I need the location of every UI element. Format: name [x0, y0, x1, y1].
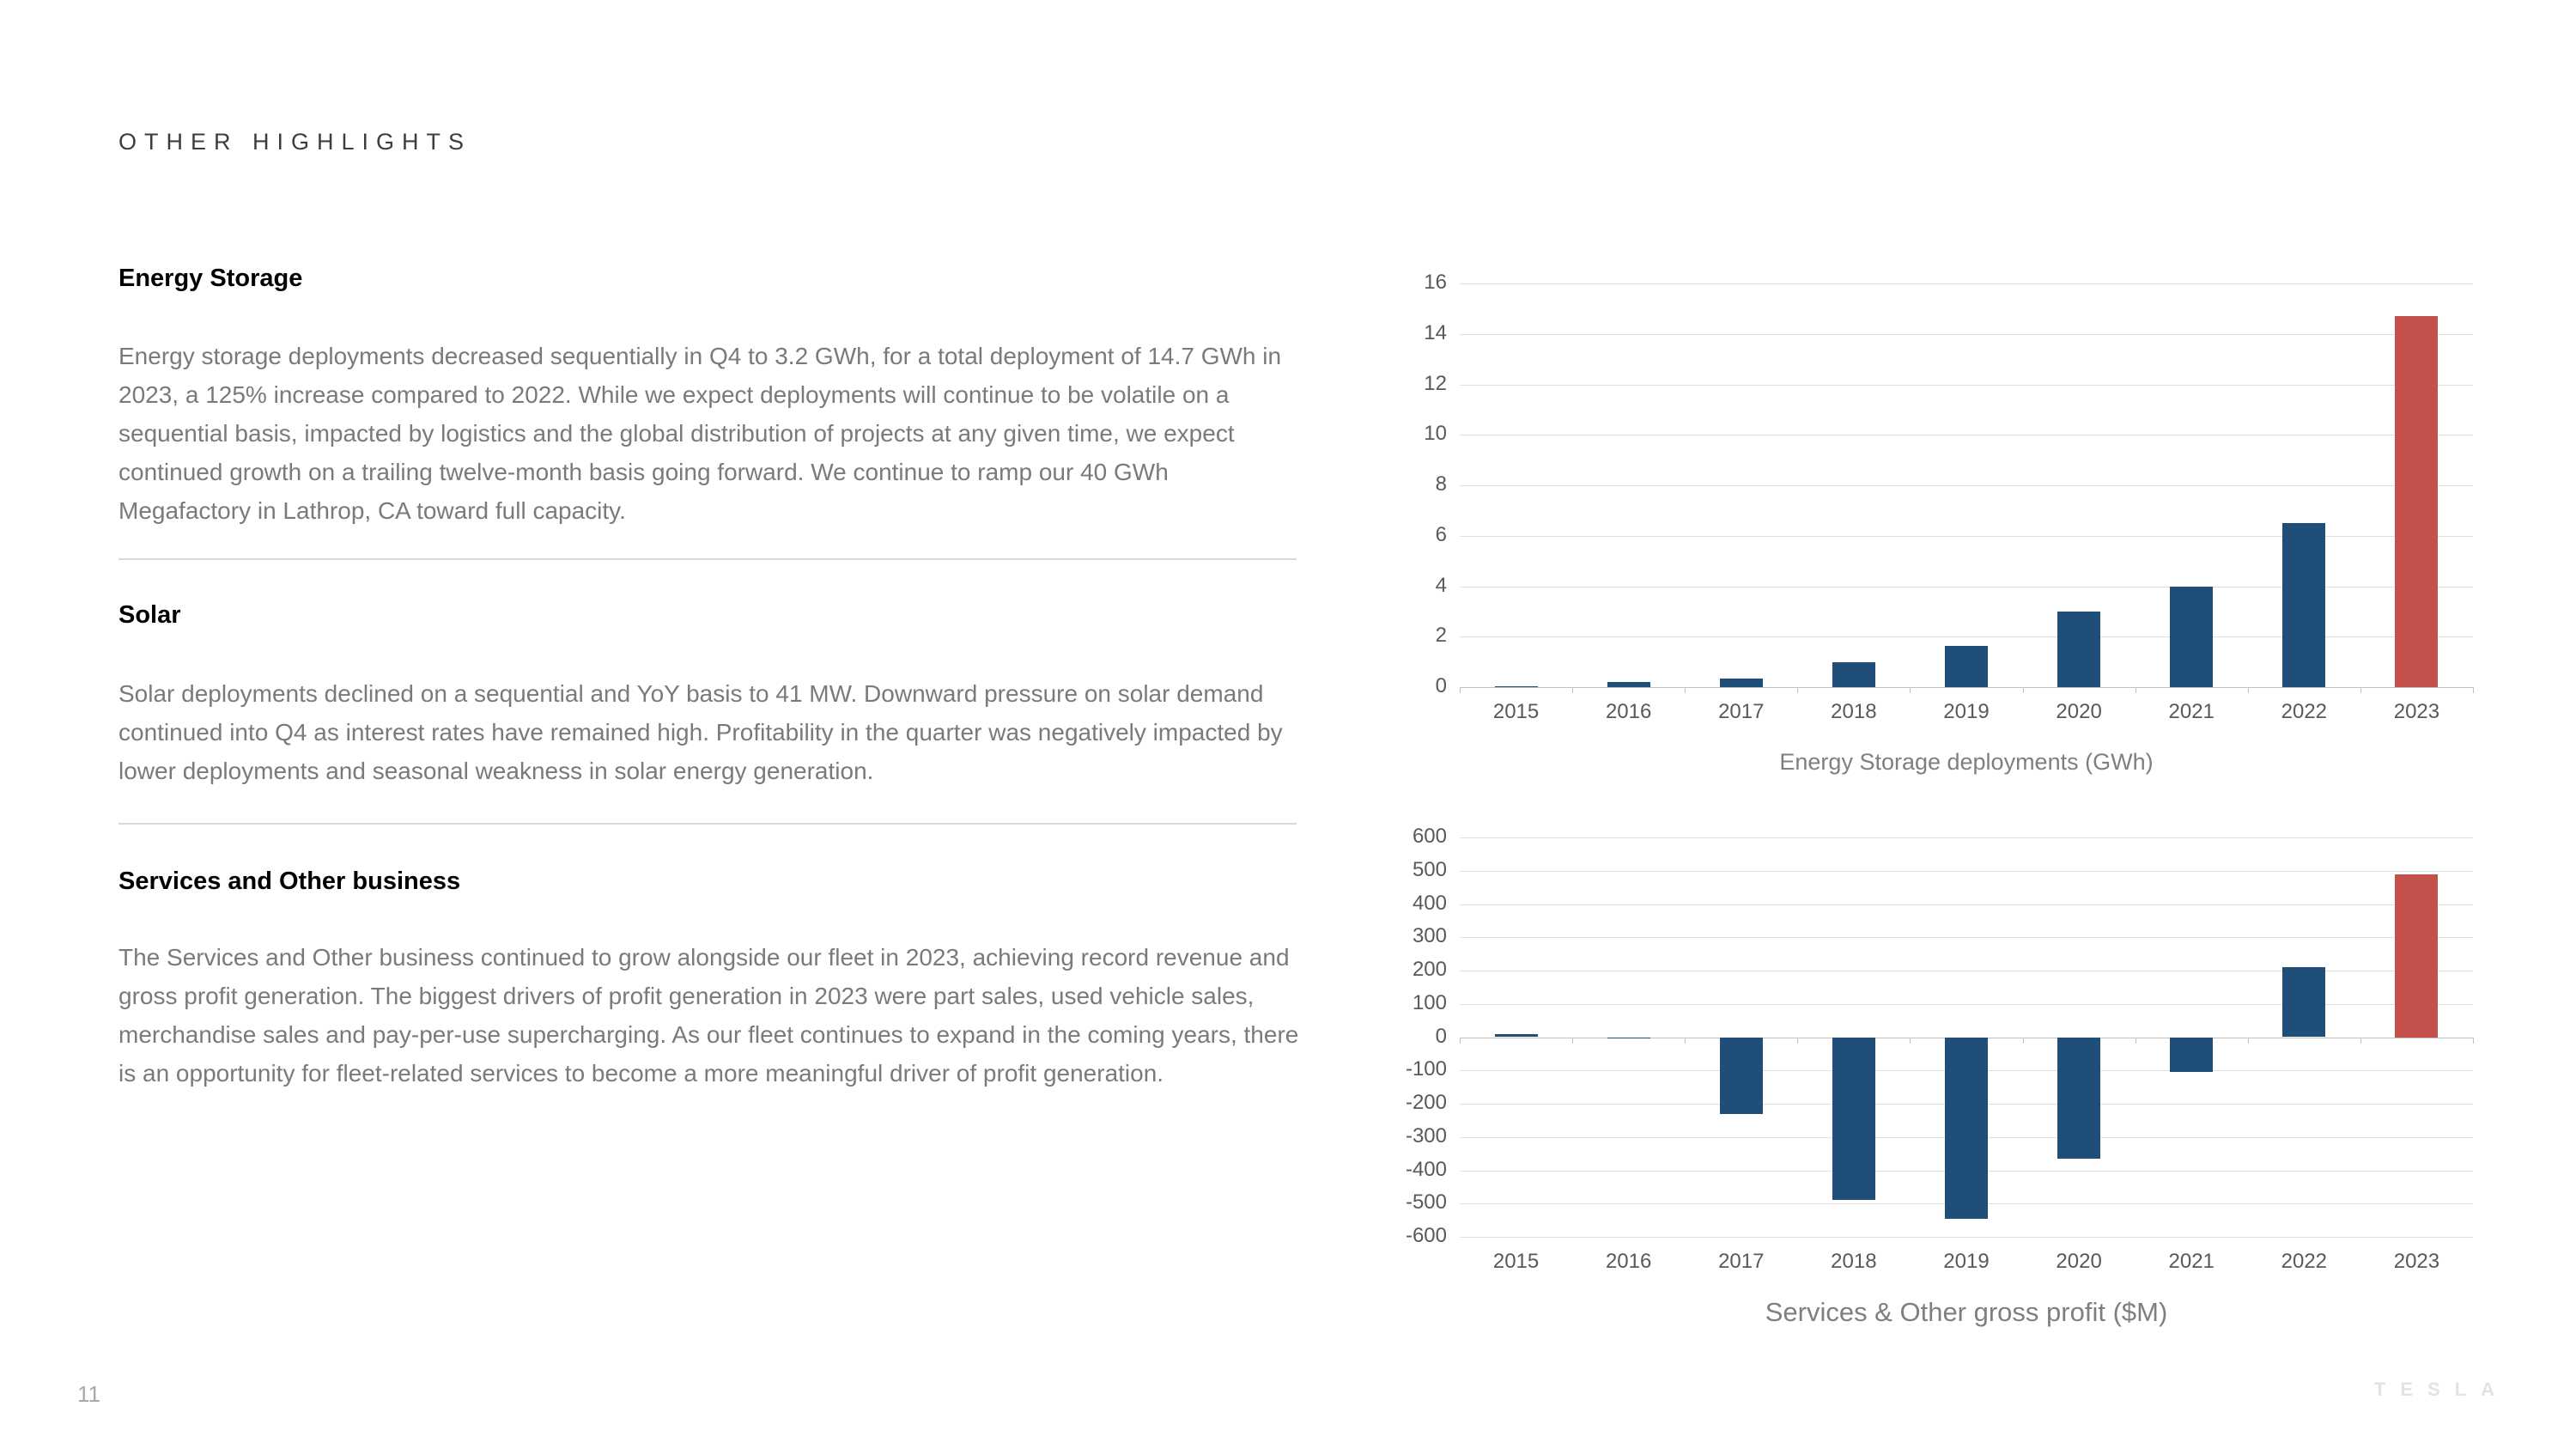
bar-2022 [2282, 523, 2325, 687]
y-axis-label-100: 100 [1412, 990, 1447, 1014]
category-axis-tick [2360, 687, 2361, 693]
y-axis-label-14: 14 [1424, 320, 1447, 344]
y-axis-label--100: -100 [1405, 1057, 1447, 1081]
x-axis-label-2016: 2016 [1605, 1250, 1652, 1273]
gridline-12 [1460, 385, 2473, 386]
category-axis-tick [2360, 1038, 2361, 1044]
bar-2020 [2057, 1038, 2100, 1159]
bar-2019 [1945, 1038, 1988, 1219]
bar-2019 [1945, 646, 1988, 687]
section-body-energy-storage: Energy storage deployments decreased sequentially in Q4 to 3.2 GWh, for a total deployment of 14.7 GWh in 2023, a 125% increase compared to 2022. While we expect deployments will continue to be volatile on a sequential basis, impacted by logistics and the global distribution of projects at any given time, we expect continued growth on a trailing twelve-month basis going forward. We continue to ramp our 40 GWh Megafactory in Lathrop, CA toward full capacity. [118, 343, 1282, 524]
bar-2018 [1832, 1038, 1875, 1201]
y-axis-label-300: 300 [1412, 924, 1447, 948]
x-axis-label-2022: 2022 [2281, 700, 2328, 723]
gridline-300 [1460, 937, 2473, 938]
y-axis-label-500: 500 [1412, 857, 1447, 881]
bar-2015 [1495, 1034, 1538, 1037]
category-axis-tick [1460, 687, 1461, 693]
x-axis-label-2018: 2018 [1831, 1250, 1877, 1273]
x-axis-label-2023: 2023 [2393, 1250, 2440, 1273]
services-chart-title: Services & Other gross profit ($M) [1765, 1297, 2168, 1327]
x-axis-label-2016: 2016 [1605, 700, 1652, 723]
y-axis-label--300: -300 [1405, 1123, 1447, 1148]
category-axis-tick [2473, 1038, 2474, 1044]
y-axis-label-400: 400 [1412, 891, 1447, 915]
y-axis-label--600: -600 [1405, 1224, 1447, 1247]
x-axis-label-2015: 2015 [1492, 1250, 1540, 1273]
category-axis-tick [1910, 1038, 1911, 1044]
energy-storage-deployments-chart [1424, 271, 2473, 723]
x-axis-label-2021: 2021 [2168, 700, 2215, 723]
gridline-14 [1460, 334, 2473, 335]
bar-2015 [1495, 686, 1538, 687]
bar-2021 [2170, 1038, 2213, 1073]
y-axis-label-0: 0 [1435, 674, 1447, 697]
page-number: 11 [77, 1381, 100, 1407]
y-axis-label-6: 6 [1435, 522, 1447, 546]
x-axis-label-2020: 2020 [2056, 700, 2102, 723]
category-axis-tick [2248, 687, 2249, 693]
section-body-solar: Solar deployments declined on a sequential and YoY basis to 41 MW. Downward pressure on solar demand continued into Q4 as interest rates have remained high. Profitability in the quarter was negatively impacted by lower deployments and seasonal weakness in solar energy generation. [118, 680, 1283, 784]
y-axis-label--500: -500 [1405, 1190, 1447, 1215]
section-divider [118, 823, 1297, 825]
category-axis-tick [1910, 687, 1911, 693]
x-axis-label-2018: 2018 [1831, 700, 1877, 723]
bar-2018 [1832, 662, 1875, 687]
category-axis-tick [1797, 1038, 1798, 1044]
x-axis-label-2023: 2023 [2393, 700, 2440, 723]
y-axis-label--200: -200 [1405, 1091, 1447, 1114]
section-heading-solar: Solar [118, 601, 181, 629]
y-axis-label-2: 2 [1435, 624, 1447, 648]
x-axis-label-2019: 2019 [1943, 700, 1990, 723]
y-axis-label-8: 8 [1435, 472, 1447, 496]
gridline-16 [1460, 283, 2473, 284]
x-axis-label-2017: 2017 [1718, 700, 1765, 723]
bar-2023 [2395, 874, 2438, 1038]
bar-2023 [2395, 316, 2438, 687]
page-kicker: OTHER HIGHLIGHTS [118, 129, 472, 155]
x-axis-label-2021: 2021 [2168, 1250, 2215, 1273]
category-axis-tick [2473, 687, 2474, 693]
section-body-services: The Services and Other business continued to grow alongside our fleet in 2023, achieving record revenue and gross profit generation. The biggest drivers of profit generation in 2023 were part sales, used vehicle sales, merchandise sales and pay-per-use supercharging. As our fleet continues to expand in the coming years, there is an opportunity for fleet-related services to become a more meaningful driver of profit generation. [118, 944, 1299, 1087]
category-axis-tick [1572, 1038, 1573, 1044]
gridline--600 [1460, 1237, 2473, 1238]
x-axis-label-2019: 2019 [1943, 1250, 1990, 1273]
x-axis-label-2017: 2017 [1718, 1250, 1765, 1273]
section-divider [118, 558, 1297, 560]
bar-2016 [1607, 682, 1650, 687]
section-heading-services: Services and Other business [118, 868, 461, 895]
y-axis-label--400: -400 [1405, 1157, 1447, 1181]
energy-storage-chart-title: Energy Storage deployments (GWh) [1779, 749, 2154, 775]
section-heading-energy-storage: Energy Storage [118, 265, 303, 292]
bar-2020 [2057, 612, 2100, 687]
y-axis-label-10: 10 [1424, 422, 1447, 446]
category-axis-tick [2023, 687, 2024, 693]
gridline-500 [1460, 871, 2473, 872]
y-axis-label-16: 16 [1424, 271, 1447, 294]
y-axis-label-0: 0 [1435, 1024, 1447, 1048]
category-axis-tick [1460, 1038, 1461, 1044]
bar-2016 [1607, 1038, 1650, 1039]
x-axis-label-2020: 2020 [2056, 1250, 2102, 1273]
gridline-8 [1460, 485, 2473, 486]
x-axis-label-2015: 2015 [1492, 700, 1540, 723]
category-axis-tick [1685, 1038, 1686, 1044]
bar-2021 [2170, 587, 2213, 688]
bar-2017 [1720, 1038, 1763, 1114]
category-axis-tick [1572, 687, 1573, 693]
y-axis-label-12: 12 [1424, 371, 1447, 395]
gridline-400 [1460, 904, 2473, 905]
bar-2022 [2282, 967, 2325, 1038]
gridline-600 [1460, 837, 2473, 838]
gridline-0 [1460, 687, 2473, 688]
y-axis-label-4: 4 [1435, 573, 1447, 597]
category-axis-tick [1797, 687, 1798, 693]
y-axis-label-200: 200 [1412, 958, 1447, 981]
y-axis-label-600: 600 [1412, 825, 1447, 848]
category-axis-tick [2248, 1038, 2249, 1044]
tesla-wordmark-logo: TESLA [2373, 1379, 2509, 1400]
category-axis-tick [1685, 687, 1686, 693]
services-gross-profit-chart [1405, 825, 2473, 1273]
x-axis-label-2022: 2022 [2281, 1250, 2328, 1273]
bar-2017 [1720, 679, 1763, 687]
category-axis-tick [2023, 1038, 2024, 1044]
